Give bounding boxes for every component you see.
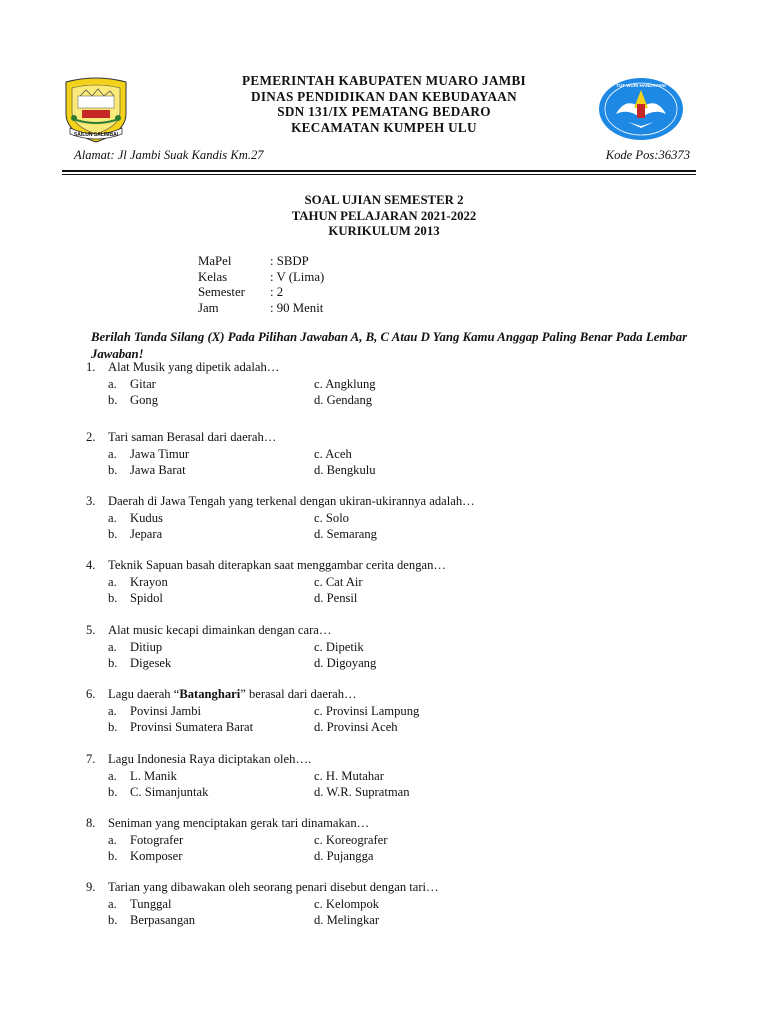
answer-option-b: [108, 913, 308, 930]
answer-option-a: [108, 447, 308, 464]
answer-option-c: [314, 511, 514, 528]
question-text: Tari saman Berasal dari daerah…: [108, 430, 277, 444]
question-item: [86, 687, 706, 737]
answer-option-d: [314, 393, 514, 410]
question-item: [86, 752, 706, 802]
question-item: [86, 430, 706, 480]
option-text: Fotografer: [130, 832, 184, 847]
school-address: Alamat: Jl Jambi Suak Kandis Km.27: [74, 148, 264, 162]
question-text-bold: Batanghari: [179, 687, 241, 701]
answer-option-d: [314, 463, 514, 480]
option-text: c. H. Mutahar: [314, 768, 384, 783]
option-text: Ditiup: [130, 639, 163, 654]
info-value: : 2: [270, 285, 284, 299]
answer-option-c: [314, 704, 514, 721]
answer-option-c: [314, 833, 514, 850]
exam-instruction: Berilah Tanda Silang (X) Pada Pilihan Jawaban A, B, C Atau D Yang Kamu Anggap Paling Benar Pada Lembar Jawaban!: [91, 330, 688, 361]
question-number: 4.: [86, 558, 96, 572]
muaro-jambi-emblem-logo: [60, 74, 132, 144]
option-text: Gitar: [130, 376, 156, 391]
answer-option-a: [108, 575, 308, 592]
info-label: Kelas: [198, 269, 228, 284]
exam-title-line-2: TAHUN PELAJARAN 2021-2022: [291, 208, 477, 223]
option-text: Tunggal: [130, 896, 172, 911]
info-label: Jam: [198, 300, 219, 315]
option-letter: b.: [108, 720, 118, 734]
answer-option-b: [108, 849, 308, 866]
question-number: 5.: [86, 623, 96, 637]
info-row-class: [198, 270, 498, 286]
option-text: Jawa Barat: [130, 463, 186, 477]
answer-option-b: [108, 656, 308, 673]
answer-option-d: [314, 720, 514, 737]
option-letter: a.: [108, 832, 117, 847]
answer-option-c: [314, 447, 514, 464]
answer-option-c: [314, 769, 514, 786]
answer-option-c: [314, 897, 514, 914]
option-letter: b.: [108, 591, 118, 605]
answer-option-d: [314, 849, 514, 866]
option-text: d. Semarang: [314, 527, 377, 541]
question-item: [86, 360, 706, 410]
postal-code: Kode Pos:36373: [605, 148, 690, 162]
info-row-subject: [198, 254, 498, 270]
question-text: Daerah di Jawa Tengah yang terkenal dengan ukiran-ukirannya adalah…: [108, 494, 475, 508]
option-letter: a.: [108, 376, 117, 391]
option-letter: a.: [108, 639, 117, 654]
option-text: c. Provinsi Lampung: [314, 703, 420, 718]
answer-option-a: [108, 769, 308, 786]
option-letter: a.: [108, 574, 117, 589]
answer-option-a: [108, 704, 308, 721]
exam-title: [150, 193, 618, 240]
option-text: c. Aceh: [314, 446, 352, 461]
question-text: Tarian yang dibawakan oleh seorang penari disebut dengan tari…: [108, 880, 439, 894]
option-letter: a.: [108, 703, 117, 718]
option-text: Povinsi Jambi: [130, 703, 202, 718]
info-label: Semester: [198, 285, 245, 299]
question-number: 8.: [86, 816, 96, 830]
letterhead-line-department: DINAS PENDIDIKAN DAN KEBUDAYAAN: [251, 88, 517, 104]
option-text: Gong: [130, 393, 158, 407]
question-text: [108, 687, 357, 702]
answer-option-b: [108, 527, 308, 544]
option-text: Jawa Timur: [130, 446, 190, 461]
question-number: 6.: [86, 687, 96, 701]
answer-option-b: [108, 785, 308, 802]
answer-option-a: [108, 511, 308, 528]
option-text: c. Solo: [314, 510, 349, 525]
option-letter: b.: [108, 463, 118, 477]
option-text: d. Digoyang: [314, 656, 377, 670]
info-row-duration: [198, 301, 498, 317]
tut-wuri-handayani-logo: [596, 76, 686, 142]
option-text: Jepara: [130, 527, 163, 541]
letterhead: [150, 73, 618, 135]
answer-option-d: [314, 591, 514, 608]
option-letter: a.: [108, 896, 117, 911]
answer-option-c: [314, 377, 514, 394]
info-label: MaPel: [198, 254, 232, 268]
question-number: 7.: [86, 752, 96, 766]
question-text-post: ” berasal dari daerah…: [240, 687, 357, 701]
answer-option-d: [314, 913, 514, 930]
answer-option-a: [108, 833, 308, 850]
option-letter: a.: [108, 768, 117, 783]
question-text-pre: Lagu daerah “: [108, 687, 180, 701]
option-text: d. Gendang: [314, 393, 373, 407]
option-text: c. Angklung: [314, 376, 376, 391]
option-text: Kudus: [130, 510, 163, 525]
option-letter: a.: [108, 510, 117, 525]
answer-option-d: [314, 527, 514, 544]
option-letter: b.: [108, 393, 118, 407]
option-letter: b.: [108, 913, 118, 927]
option-text: Provinsi Sumatera Barat: [130, 720, 254, 734]
option-text: c. Koreografer: [314, 832, 388, 847]
info-value: : 90 Menit: [270, 300, 324, 315]
answer-option-b: [108, 393, 308, 410]
question-item: [86, 494, 706, 544]
letterhead-line-school: SDN 131/IX PEMATANG BEDARO: [277, 104, 491, 119]
exam-info-table: [198, 254, 498, 316]
option-text: c. Dipetik: [314, 639, 364, 654]
question-text: Alat Musik yang dipetik adalah…: [108, 360, 280, 374]
option-text: Digesek: [130, 656, 172, 670]
option-text: Berpasangan: [130, 913, 196, 927]
answer-option-a: [108, 897, 308, 914]
info-row-semester: [198, 285, 498, 301]
option-letter: b.: [108, 785, 118, 799]
option-text: c. Cat Air: [314, 574, 363, 589]
answer-option-d: [314, 656, 514, 673]
option-text: d. Melingkar: [314, 913, 380, 927]
option-letter: b.: [108, 527, 118, 541]
option-text: d. W.R. Supratman: [314, 785, 410, 799]
letterhead-divider-thin: [62, 174, 696, 175]
letterhead-divider-thick: [62, 170, 696, 172]
letterhead-line-district: KECAMATAN KUMPEH ULU: [291, 119, 477, 135]
question-item: [86, 623, 706, 673]
question-number: 2.: [86, 430, 96, 444]
answer-option-b: [108, 591, 308, 608]
option-text: d. Pujangga: [314, 849, 374, 863]
option-letter: b.: [108, 849, 118, 863]
option-text: Spidol: [130, 591, 163, 605]
answer-option-a: [108, 640, 308, 657]
option-text: d. Provinsi Aceh: [314, 720, 398, 734]
exam-title-line-3: KURIKULUM 2013: [328, 224, 440, 238]
info-value: : SBDP: [270, 254, 309, 268]
answer-option-b: [108, 463, 308, 480]
question-number: 9.: [86, 880, 96, 894]
option-text: L. Manik: [130, 768, 177, 783]
answer-option-a: [108, 377, 308, 394]
option-text: C. Simanjuntak: [130, 785, 209, 799]
option-text: Komposer: [130, 849, 183, 863]
option-text: d. Pensil: [314, 591, 358, 605]
exam-title-line-1: SOAL UJIAN SEMESTER 2: [304, 193, 464, 207]
question-item: [86, 558, 706, 608]
question-number: 3.: [86, 494, 96, 508]
question-text: Seniman yang menciptakan gerak tari dinamakan…: [108, 816, 370, 830]
question-item: [86, 880, 706, 930]
option-text: d. Bengkulu: [314, 463, 376, 477]
right-logo-motto: TUT WURI HANDAYANI: [616, 83, 666, 88]
address-row: [74, 148, 690, 166]
question-number: 1.: [86, 360, 96, 374]
answer-option-b: [108, 720, 308, 737]
question-text: Teknik Sapuan basah diterapkan saat menggambar cerita dengan…: [108, 558, 446, 572]
answer-option-c: [314, 640, 514, 657]
option-text: c. Kelompok: [314, 896, 380, 911]
option-letter: a.: [108, 446, 117, 461]
question-text: Lagu Indonesia Raya diciptakan oleh….: [108, 752, 312, 766]
option-letter: b.: [108, 656, 118, 670]
question-text: Alat music kecapi dimainkan dengan cara…: [108, 623, 332, 637]
letterhead-line-government: PEMERINTAH KABUPATEN MUARO JAMBI: [242, 73, 526, 88]
answer-option-c: [314, 575, 514, 592]
answer-option-d: [314, 785, 514, 802]
option-text: Krayon: [130, 574, 168, 589]
info-value: : V (Lima): [270, 269, 325, 284]
question-item: [86, 816, 706, 866]
left-logo-motto: SAILUN SALIMBAI: [73, 132, 119, 138]
